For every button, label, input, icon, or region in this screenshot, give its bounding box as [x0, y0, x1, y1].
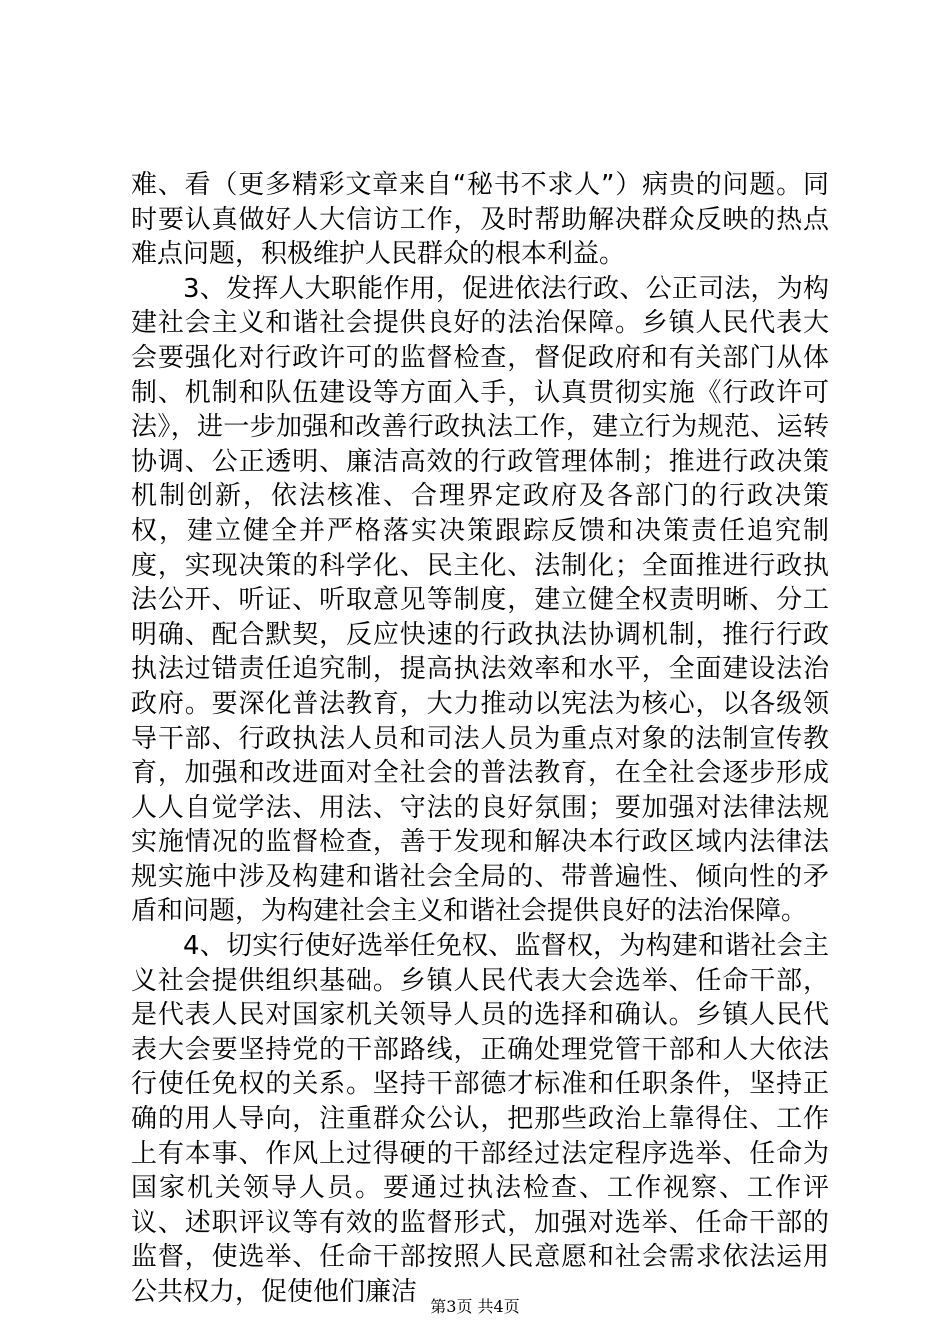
- paragraph-item-4: 4、切实行使好选举任免权、监督权，为构建和谐社会主义社会提供组织基础。乡镇人民代表大会选举、任命干部，是代表人民对国家机关领导人员的选择和确认。乡镇人民代表大会要坚持党的干部路线，正确处理党管干部和人大依法行使任免权的关系。坚持干部德才标准和任职条件，坚持正确的用人导向，注重群众公认，把那些政治上靠得住、工作上有本事、作风上过得硬的干部经过法定程序选举、任命为国家机关领导人员。要通过执法检查、工作视察、工作评议、述职评议等有效的监督形式，加强对选举、任命干部的监督，使选举、任命干部按照人民意愿和社会需求依法运用公共权力，促使他们廉洁: [131, 931, 829, 1307]
- paragraph-continuation: 难、看（更多精彩文章来自“秘书不求人”）病贵的问题。同时要认真做好人大信访工作，及时帮助解决群众反映的热点难点问题，积极维护人民群众的根本利益。: [131, 170, 829, 270]
- page-footer: 第3页 共4页: [430, 1297, 520, 1316]
- paragraph-item-3: 3、发挥人大职能作用，促进依法行政、公正司法，为构建社会主义和谐社会提供良好的法治保障。乡镇人民代表大会要强化对行政许可的监督检查，督促政府和有关部门从体制、机制和队伍建设等方面入手，认真贯彻实施《行政许可法》，进一步加强和改善行政执法工作，建立行为规范、运转协调、公正透明、廉洁高效的行政管理体制；推进行政决策机制创新，依法核准、合理界定政府及各部门的行政决策权，建立健全并严格落实决策跟踪反馈和决策责任追究制度，实现决策的科学化、民主化、法制化；全面推进行政执法公开、听证、听取意见等制度，建立健全权责明晰、分工明确、配合默契，反应快速的行政执法协调机制，推行行政执法过错责任追究制，提高执法效率和水平，全面建设法治政府。要深化普法教育，大力推动以宪法为核心，以各级领导干部、行政执法人员和司法人员为重点对象的法制宣传教育，加强和改进面对全社会的普法教育，在全社会逐步形成人人自觉学法、用法、守法的良好氛围；要加强对法律法规实施情况的监督检查，善于发现和解决本行政区域内法律法规实施中涉及构建和谐社会全局的、带普遍性、倾向性的矛盾和问题，为构建社会主义和谐社会提供良好的法治保障。: [131, 273, 829, 927]
- body-text: [131, 168, 829, 1310]
